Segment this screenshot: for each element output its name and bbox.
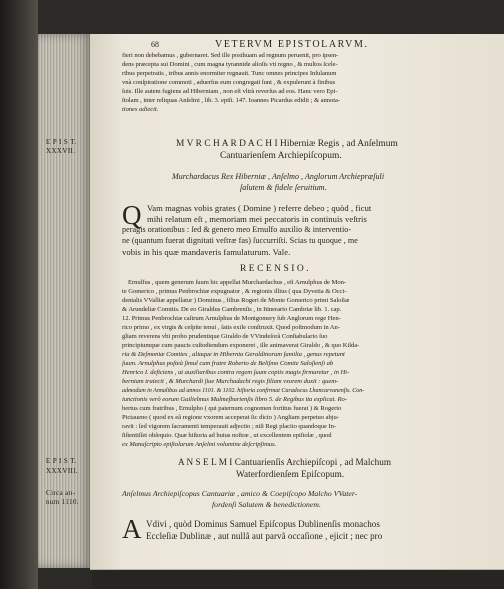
epistle-body-line: Vam magnas vobis grates ( Domine ) referre debeo ; quòd , ficut	[147, 203, 372, 213]
recensio-line: bertus cum fratribus , Ernulpho ( qui paternum cognomen fortitus fuerat ) & Rogerio	[122, 405, 342, 412]
drop-cap: Q	[122, 200, 142, 230]
recensio-line: ſuum. Arnulphus poſteà ſimul cum fratre Roberto de Beliſmo Comite Saloſienſi ab	[122, 360, 334, 367]
epistle-label: E P I S T.	[46, 457, 77, 465]
recensio-line: ſiſtentiſſet obſequio. Quæ hiſtoria ad huius noſtræ , ut excellentem epiſtolæ , quod	[122, 432, 332, 439]
epistle-salutation: Murchardacus Rex Hiberniæ , Anſelmo , Anglorum Archiepræſuli	[172, 172, 385, 181]
intro-line: ſuis. Ille autem fugiens ad Hiberniam , non eſt vltrà reverſus ad eos. Hanc vero Epi-	[122, 88, 338, 95]
recensio-line: Henrico I. deficiens , ut auxiliaribus contra regem ſuum copiis magis firmaretur , in Hi-	[122, 369, 350, 376]
epistle-salutation: ſalutem & fidele ſeruitium.	[240, 183, 327, 192]
date-note: Circa an-	[46, 489, 76, 497]
epistle-heading: A N S E L M I Cantuarienſis Archiepiſcopi , ad Malchum	[178, 457, 392, 467]
intro-line: ſtolam , inter reliquas Anſelmi , lib. 3. epiſt. 147. Ioannes Picardus edidit ; & annota-	[122, 97, 341, 104]
running-title: VETERVM EPISTOLARVM.	[215, 39, 369, 50]
recensio-line: Ernulfus , quem generum ſuum hic appellat Murchardachus , eſt Arnulphus de Mon-	[128, 279, 346, 286]
epistle-body-line: ne (quantum fuerat dignitati veſtræ fas) ſuccurriſti. Scias tu quoque , me	[122, 236, 358, 245]
recensio-line: ex Manuſcripto epiſtolarum Anſelmi volumine deſcripſimus.	[122, 441, 277, 448]
book-page	[46, 34, 504, 570]
recensio-line: dentalis VValliæ appellatur ) Dominus , filius Rogeri de Monte Gomerico primi Saloſiæ	[122, 297, 350, 304]
page-number: 68	[151, 40, 160, 49]
epistle-body-line: Eccleſiæ Dublinæ , aut nullã aut parvã occaſione , ejicit ; nec pro	[146, 531, 383, 541]
epistle-body-line: mihi relatum eſt , memoriam mei peccatoris in continuis veſtris	[147, 214, 367, 224]
recensio-line: gliam reverens vbi probo prudentique Giraldo de VVindeſorã Conſtabulario ſuo	[122, 333, 328, 340]
epistle-body-line: vobis in his quæ mandaveris famulaturum. Vale.	[122, 247, 291, 257]
book-spine-shadow	[0, 0, 38, 589]
epistle-number: XXXVII.	[46, 147, 76, 155]
epistle-salutation: Anſelmus Archiepiſcopus Cantuariæ , amico & Coepiſcopo Malcho VVater-	[122, 489, 358, 498]
date-note: num 1110.	[46, 498, 80, 506]
epistle-label: E P I S T.	[46, 138, 77, 146]
intro-line: tiones adiecit.	[122, 106, 159, 113]
recensio-line: ria & Deſmoniæ Comites , aliaque in Hibernia Geraldinorum familia , genus repetunt	[122, 351, 345, 358]
recensio-line: principiumque cum paucis cuſtodiendum exponeret , ille animaverat Giraldo , & quo Kilda-	[122, 342, 360, 349]
recensio-line: ravit : ſed vigorem ſacramenti temperauit adjectio ; niſi Regi placito quandoque In-	[122, 423, 337, 430]
epistle-body-line: Vdivi , quòd Dominus Samuel Epiſcopus Dublinenſis monachos	[146, 519, 380, 529]
recensio-line: 12. Primus Penbrochiæ caſtrum Arnulphus de Montgomery ſub Anglorum rege Hen-	[122, 315, 341, 322]
epistle-body-line: peragis orationibus : ſed & genero meo Ernulfo auxilio & interventio-	[122, 225, 352, 234]
drop-cap: A	[122, 514, 142, 544]
recensio-line: Pictaueno ( quod ex eâ regione vxorem acceperat ſic dicto ) Angliam perpetuo abju-	[122, 414, 339, 421]
page-stack-edges	[38, 34, 92, 568]
epistle-heading: Waterfordienſem Epiſcopum.	[236, 469, 345, 479]
recensio-line: admodum in Annalibus ad annos 1101. & 1102. hiſtoria confirmat Caradocus Lhancarvanenſis. Con-	[122, 388, 365, 394]
recensio-line: rico primo , ex virgis & ceſpite tenui , ſatis exile conſtruxit. Quod poſtmodum in An-	[122, 324, 340, 331]
intro-line: dens præcepta sui Domini , cum magna tyrannide alioſis vti regno , & multos ſcele-	[122, 61, 338, 68]
recensio-line: berniam traiecit , & Murchardi ſiue Murchadachi regis filiam vxorem duxit : quem-	[122, 378, 339, 385]
epistle-heading: M V R C H A R D A C H I Hiberniæ Regis , ad Anſelmum	[176, 139, 398, 149]
recensio-line: & Arundeliæ Comitis. De eo Giraldus Cambrenſis , in Itinerario Cambriæ lib. 1. cap.	[122, 306, 342, 313]
recensio-line: iunctionis verò eorum Guilielmus Malmeſburienſis libro 5. de Regibus ita explicat. Ro-	[122, 396, 347, 403]
recensio-line: te Gomerico , primus Penbrochiæ expugnator , & regionis illius ( qua Dyvetia & Occi-	[122, 288, 347, 295]
intro-line: vnà conſpiratione commoti , aduerſus eum congregati ſunt , & expulerunt à finibus	[122, 79, 336, 86]
recensio-title: R E C E N S I O .	[240, 264, 309, 274]
epistle-salutation: fordenſi Salutem & benedictionem.	[212, 500, 321, 509]
epistle-heading: Cantuarienſem Archiepiſcopum.	[220, 151, 342, 161]
intro-line: ribus perpetratis , tribus annis enormiter regnauit. Tunc omnes principes Inſulanum	[122, 70, 337, 77]
epistle-number: XXXVIII.	[46, 467, 79, 475]
intro-line: fieri non debebamus , gubernaret. Sed ille posthuam ad regnum peruenit, pro ipsen-	[122, 52, 339, 59]
